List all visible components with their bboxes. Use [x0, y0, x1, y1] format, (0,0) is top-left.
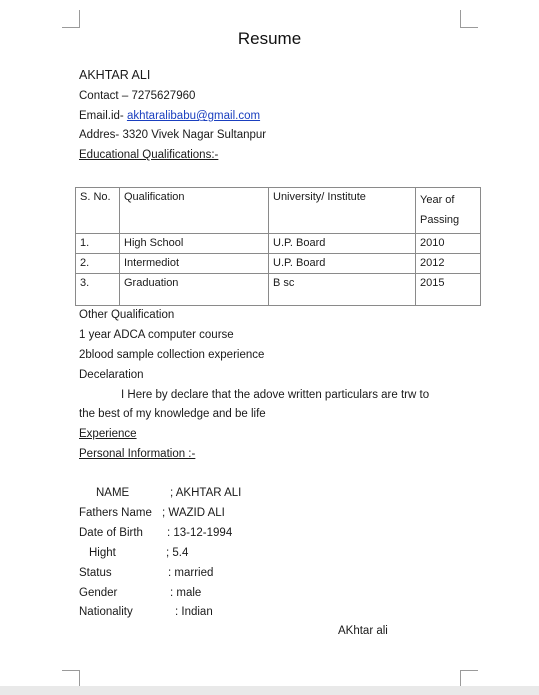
cell-year: 2015: [416, 274, 481, 306]
personal-label-father: Fathers Name: [79, 507, 152, 519]
qualification-table: [75, 187, 481, 306]
email-line: [79, 110, 260, 122]
personal-value-father: ; WAZID ALI: [162, 507, 225, 519]
table-row: [76, 234, 481, 254]
declaration-text-2: the best of my knowledge and be life: [79, 408, 266, 420]
header-sno: S. No.: [76, 188, 120, 234]
crop-mark-bottom-right-h: [460, 670, 478, 671]
personal-value-dob: : 13-12-1994: [167, 527, 233, 539]
education-heading: Educational Qualifications:-: [79, 149, 219, 161]
crop-mark-bottom-right: [460, 670, 461, 686]
cell-university: U.P. Board: [269, 254, 416, 274]
cell-year: 2010: [416, 234, 481, 254]
contact-line: Contact – 7275627960: [79, 90, 196, 102]
other-qualification-item: 2blood sample collection experience: [79, 349, 265, 361]
crop-mark-bottom-left: [79, 670, 80, 686]
personal-value-name: ; AKHTAR ALI: [170, 487, 242, 499]
header-qualification: Qualification: [120, 188, 269, 234]
cell-sno: 3.: [76, 274, 120, 306]
crop-mark-top-right: [460, 10, 461, 28]
personal-label-status: Status: [79, 567, 112, 579]
personal-label-name: NAME: [96, 487, 130, 499]
header-university: University/ Institute: [269, 188, 416, 234]
personal-value-status: : married: [168, 567, 214, 579]
address-value: 3320 Vivek Nagar Sultanpur: [122, 129, 267, 141]
crop-mark-top-left: [79, 10, 80, 28]
personal-label-dob: Date of Birth: [79, 527, 143, 539]
address-label: Addres-: [79, 129, 120, 141]
cell-qualification: High School: [120, 234, 269, 254]
cell-sno: 1.: [76, 234, 120, 254]
crop-mark-top-right-h: [460, 27, 478, 28]
personal-label-nationality: Nationality: [79, 606, 133, 618]
cell-qualification: Graduation: [120, 274, 269, 306]
personal-value-gender: : male: [170, 587, 202, 599]
table-row: [76, 254, 481, 274]
address-line: [79, 129, 266, 141]
personal-value-nationality: : Indian: [175, 606, 213, 618]
cell-university: U.P. Board: [269, 234, 416, 254]
other-qualification-heading: Other Qualification: [79, 309, 175, 321]
table-header-row: [76, 188, 481, 234]
other-qualification-item: 1 year ADCA computer course: [79, 329, 234, 341]
crop-mark-bottom-left-h: [62, 670, 80, 671]
signature-name: AKhtar ali: [338, 625, 388, 637]
contact-value: 7275627960: [131, 90, 196, 102]
cell-sno: 2.: [76, 254, 120, 274]
personal-label-gender: Gender: [79, 587, 118, 599]
cell-year: 2012: [416, 254, 481, 274]
email-label: Email.id-: [79, 110, 124, 122]
table-row: [76, 274, 481, 306]
personal-value-height: ; 5.4: [166, 547, 189, 559]
declaration-text-1: I Here by declare that the adove written particulars are trw to: [121, 389, 430, 401]
personal-info-heading: Personal Information :-: [79, 448, 196, 460]
personal-label-height: Hight: [89, 547, 116, 559]
cell-university: B sc: [269, 274, 416, 306]
candidate-name: AKHTAR ALI: [79, 68, 151, 82]
experience-heading: Experience: [79, 428, 137, 440]
crop-mark-top-left-h: [62, 27, 80, 28]
document-title: Resume: [237, 29, 302, 48]
declaration-heading: Decelaration: [79, 369, 144, 381]
contact-label: Contact: [79, 90, 119, 102]
header-year: Year of Passing: [416, 188, 481, 234]
email-link[interactable]: akhtaralibabu@gmail.com: [126, 110, 261, 122]
cell-qualification: Intermediot: [120, 254, 269, 274]
